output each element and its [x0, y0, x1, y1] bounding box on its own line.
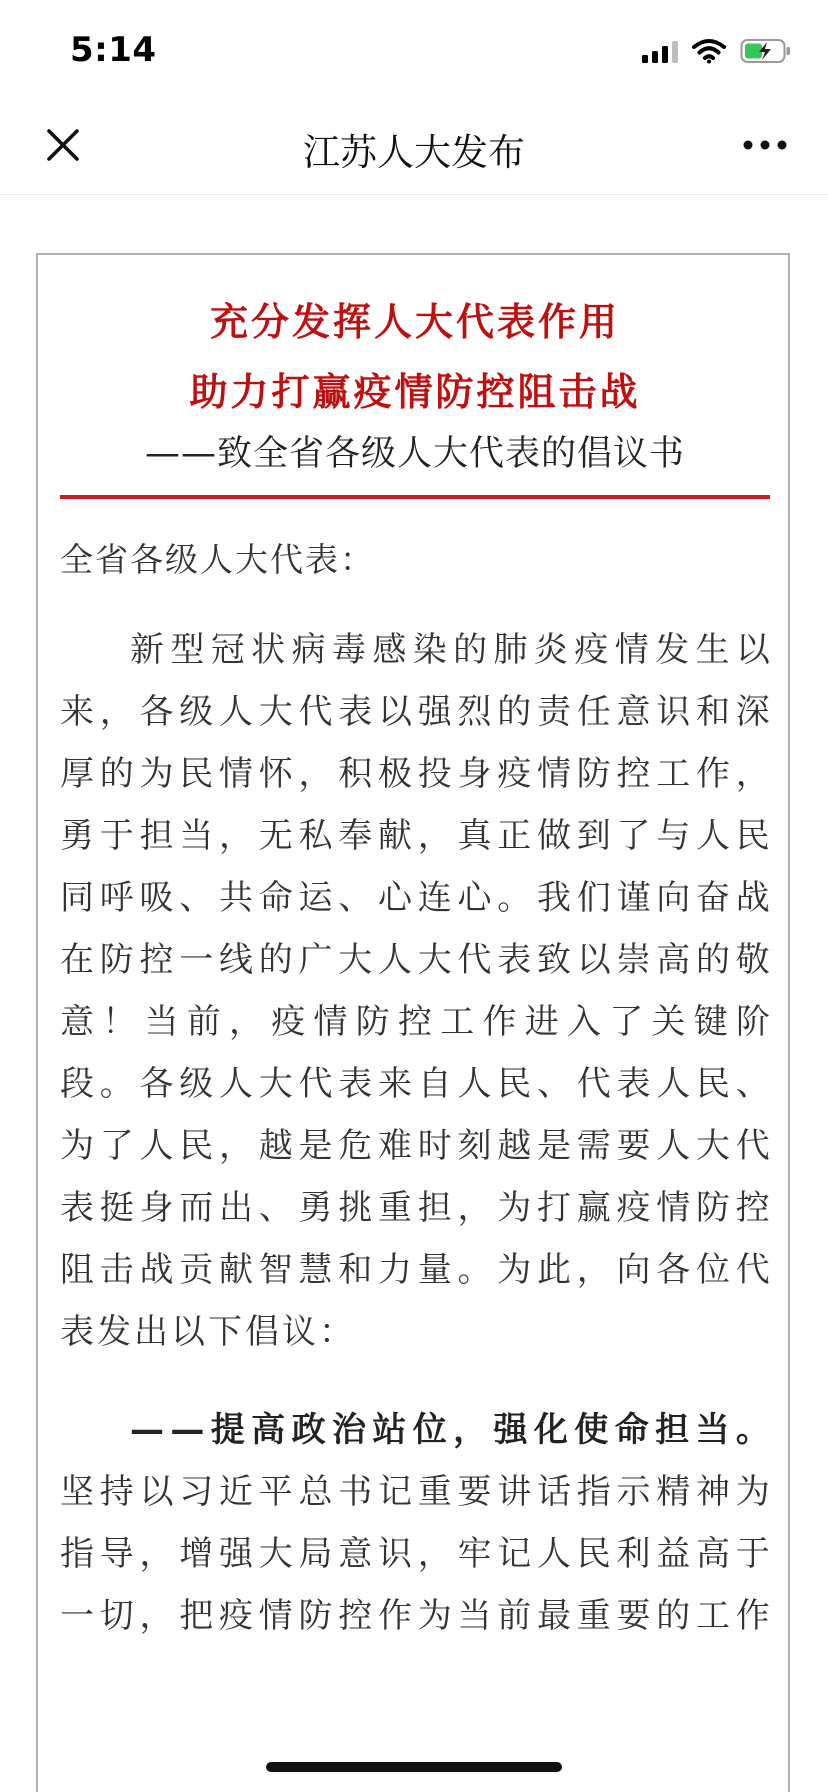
- more-button[interactable]: [732, 118, 798, 172]
- nav-title: 江苏人大发布: [303, 131, 525, 174]
- article-content[interactable]: [0, 195, 828, 1792]
- paragraph2-line: 坚 持 以 习 近 平 总 书 记 重 要 讲 话 指 示 精 神 为: [60, 1472, 770, 1512]
- home-indicator[interactable]: [266, 1762, 562, 1772]
- paragraph1-line: 表发出以下倡议：: [60, 1312, 356, 1352]
- paragraph1-line: 厚 的 为 民 情 怀 ， 积 极 投 身 疫 情 防 控 工 作 ，: [60, 754, 770, 794]
- cellular-signal-icon: [642, 39, 678, 63]
- status-bar: [0, 0, 828, 96]
- paragraph1-line: 勇 于 担 当 ， 无 私 奉 献 ， 真 正 做 到 了 与 人 民: [60, 816, 770, 856]
- paragraph1-line: 为 了 人 民 ， 越 是 危 难 时 刻 越 是 需 要 人 大 代: [60, 1126, 770, 1166]
- paragraph1-line: 在 防 控 一 线 的 广 大 人 大 代 表 致 以 崇 高 的 敬: [60, 940, 770, 980]
- salutation: 全省各级人大代表：: [60, 540, 375, 579]
- paragraph1-line: 意 ！ 当 前 ， 疫 情 防 控 工 作 进 入 了 关 键 阶: [60, 1002, 770, 1042]
- article-frame: [36, 253, 790, 1792]
- more-dots-icon: [743, 140, 787, 150]
- status-time: 5:14: [70, 30, 157, 70]
- wifi-icon: [692, 38, 726, 64]
- paragraph1-line: 新 型 冠 状 病 毒 感 染 的 肺 炎 疫 情 发 生 以: [130, 630, 770, 670]
- paragraph2-line: 指 导 ， 增 强 大 局 意 识 ， 牢 记 人 民 利 益 高 于: [60, 1534, 770, 1574]
- article-subtitle: ——致全省各级人大代表的倡议书: [144, 434, 685, 474]
- title-divider: [60, 495, 770, 499]
- section-heading: — — 提 高 政 治 站 位 ， 强 化 使 命 担 当 。: [130, 1410, 770, 1450]
- article-title-line-2: 助力打赢疫情防控阻击战: [189, 370, 641, 414]
- paragraph1-line: 阻 击 战 贡 献 智 慧 和 力 量 。 为 此 ， 向 各 位 代: [60, 1250, 770, 1290]
- status-icons: [642, 36, 792, 66]
- paragraph1-line: 段 。 各 级 人 大 代 表 来 自 人 民 、 代 表 人 民 、: [60, 1064, 770, 1104]
- paragraph1-line: 表 挺 身 而 出 、 勇 挑 重 担 ， 为 打 赢 疫 情 防 控: [60, 1188, 770, 1228]
- paragraph1-line: 来 ， 各 级 人 大 代 表 以 强 烈 的 责 任 意 识 和 深: [60, 692, 770, 732]
- battery-charging-icon: [740, 38, 792, 64]
- article-title-line-1: 充分发挥人大代表作用: [209, 300, 620, 344]
- nav-bar: [0, 96, 828, 195]
- paragraph1-line: 同 呼 吸 、 共 命 运 、 心 连 心 。 我 们 谨 向 奋 战: [60, 878, 770, 918]
- paragraph2-line: 一 切 ， 把 疫 情 防 控 作 为 当 前 最 重 要 的 工 作: [60, 1596, 770, 1636]
